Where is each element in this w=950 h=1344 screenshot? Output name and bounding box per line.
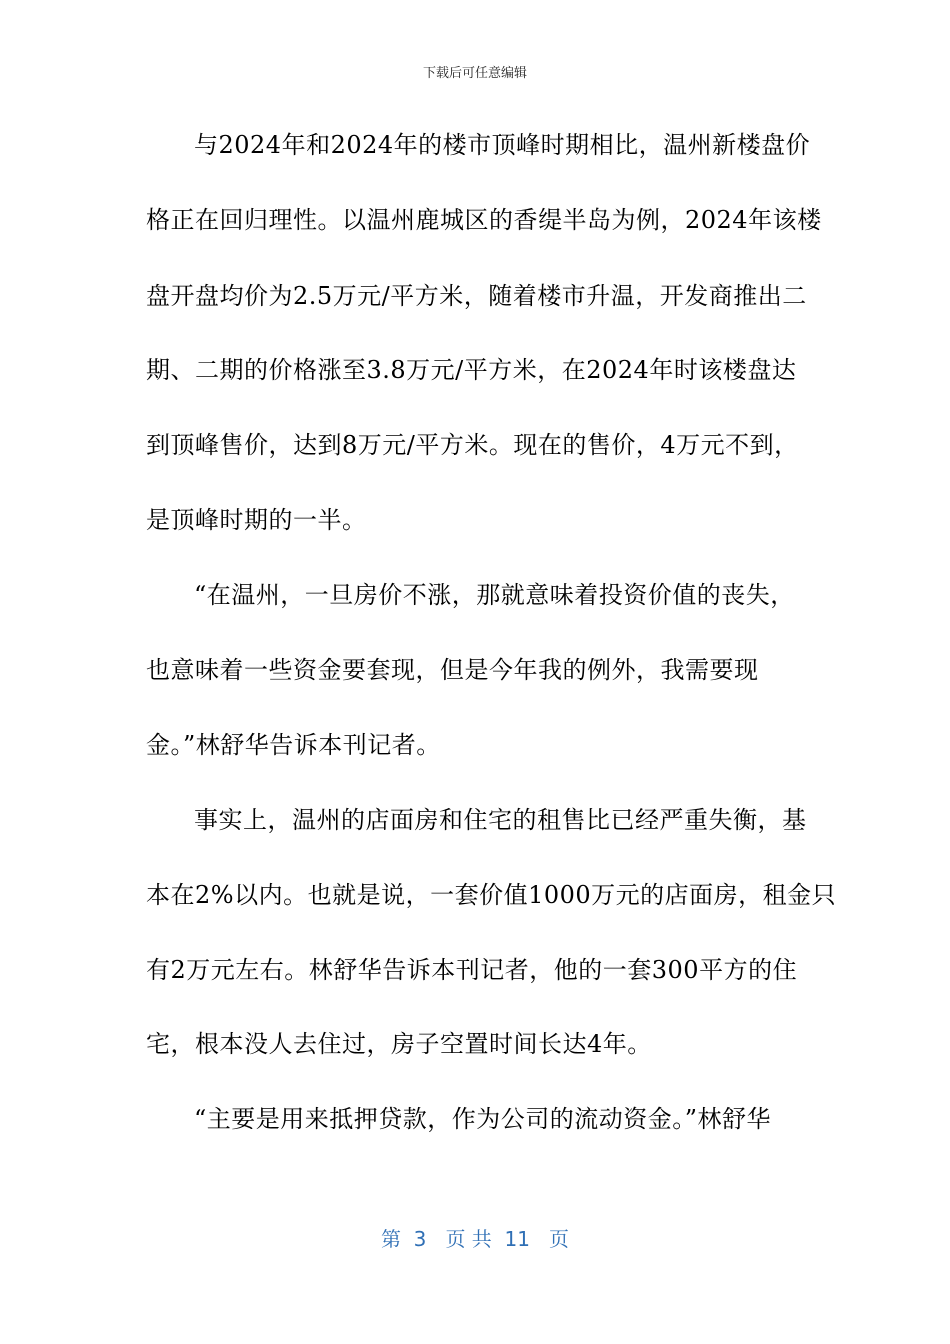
paragraph-1-line-4: 期、二期的价格涨至3.8万元/平方米，在2024年时该楼盘达 — [146, 356, 797, 384]
paragraph-2-line-1: “在温州，一旦房价不涨，那就意味着投资价值的丧失， — [194, 581, 795, 609]
paragraph-2-line-2: 也意味着一些资金要套现，但是今年我的例外，我需要现 — [146, 656, 759, 684]
paragraph-3-line-2: 本在2%以内。也就是说，一套价值1000万元的店面房，租金只 — [146, 881, 837, 909]
paragraph-3-line-4: 宅，根本没人去住过，房子空置时间长达4年。 — [146, 1030, 652, 1058]
page-header: 下载后可任意编辑 — [422, 66, 527, 81]
paragraph-2-line-3: 金。”林舒华告诉本刊记者。 — [146, 731, 441, 759]
paragraph-3-line-1: 事实上，温州的店面房和住宅的租售比已经严重失衡，基 — [194, 806, 807, 834]
paragraph-1-line-3: 盘开盘均价为2.5万元/平方米，随着楼市升温，开发商推出二 — [146, 282, 807, 310]
paragraph-1-line-6: 是顶峰时期的一半。 — [146, 506, 367, 534]
paragraph-4-line-1: “主要是用来抵押贷款，作为公司的流动资金。”林舒华 — [194, 1105, 772, 1133]
paragraph-1-line-2: 格正在回归理性。以温州鹿城区的香缇半岛为例，2024年该楼 — [146, 206, 822, 234]
paragraph-1-line-5: 到顶峰售价，达到8万元/平方米。现在的售价，4万元不到， — [146, 431, 799, 459]
page-number-footer: 第 3 页 共 11 页 — [380, 1227, 570, 1251]
paragraph-1-line-1: 与2024年和2024年的楼市顶峰时期相比，温州新楼盘价 — [194, 131, 811, 159]
paragraph-3-line-3: 有2万元左右。林舒华告诉本刊记者，他的一套300平方的住 — [146, 956, 798, 984]
